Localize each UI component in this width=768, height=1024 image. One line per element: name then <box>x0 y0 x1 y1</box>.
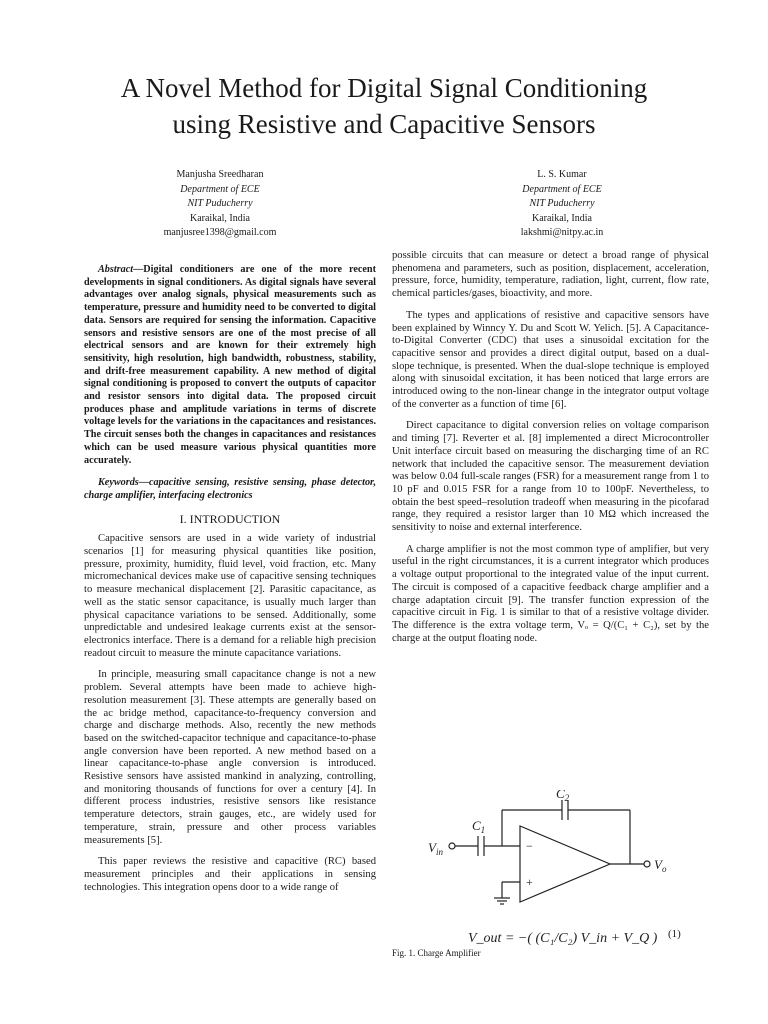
c1-label: $C_1$ <box>472 818 486 835</box>
charge-amplifier-figure <box>392 790 712 965</box>
right-paragraph-3: Direct capacitance to digital conversion relies on voltage comparison and timing [7]. Reverter et al. [8] implemented a direct Microcontroller Unit interface circuit based on measuring the discharging time of an RC network that included the capacitive sensor. The measurement deviation was below 0.04 full-scale ranges (FSR) for a measurement range from 1 to 10 pF and 0.015 FSR for a range from 10 to 100pF. Nevertheless, to obtain the best speed–resolution tradeoff when measuring in the picofarad range, they required a resistor larger than 10 MΩ which increased the sensitivity to noise and external interference. <box>392 420 709 534</box>
author-name: Manjusha Sreedharan <box>176 169 264 180</box>
author-location: Karaikal, India <box>190 212 250 224</box>
opamp-symbol <box>520 826 610 902</box>
output-terminal <box>644 861 650 867</box>
author-department: Department of ECE <box>522 183 602 195</box>
paper-title <box>40 70 728 142</box>
vo-label: $V_o$ <box>654 857 667 874</box>
output-equation: V_out = −( (C₁/C₂) V_in + V_Q ) <box>468 931 658 946</box>
minus-sign: − <box>526 839 533 853</box>
author-block-2 <box>462 168 662 241</box>
author-email: manjusree1398@gmail.com <box>163 227 277 238</box>
author-block-1 <box>120 168 320 241</box>
right-column <box>392 250 709 654</box>
author-institution: NIT Puducherry <box>529 198 595 209</box>
section-heading-introduction: I. INTRODUCTION <box>179 511 281 526</box>
author-email: lakshmi@nitpy.ac.in <box>520 227 604 238</box>
vin-label: $V_{in}$ <box>428 840 443 857</box>
abstract-lead: Abstract <box>98 264 134 275</box>
author-name: L. S. Kumar <box>537 169 587 180</box>
intro-paragraph-2: In principle, measuring small capacitance change is not a new problem. Several attempts have been made to achieve high-resolution measurement [3]. These attempts are generally based on the ac bridge method, capacitance-to-frequency conversion and charge and discharge methods. Also, recently the new methods based on the switched-capacitor technique and capacitance-to-phase angle conversion have been reported. A new method based on a linear capacitance-to-phase angle conversion is introduced. Resistive sensors have assisted mankind in analyzing, controlling, and monitoring thousands of functions for over a century [4]. In different process industries, resistive sensors like resistance temperature detectors, strain gauges, etc., are widely used for temperature, strain, pressure and other process variables measurements [5]. <box>84 669 376 846</box>
input-terminal <box>449 843 455 849</box>
author-institution: NIT Puducherry <box>187 198 253 209</box>
title-line-1: A Novel Method for Digital Signal Conditioning <box>120 73 648 103</box>
equation-number: (1) <box>668 928 681 940</box>
figure-caption: Fig. 1. Charge Amplifier <box>392 948 481 958</box>
abstract <box>84 264 376 467</box>
right-paragraph-4: A charge amplifier is not the most common type of amplifier, but very useful in the right circumstances, it is a current integrator which produces a voltage output proportional to the integrated value of the input current. The circuit is composed of a capacitive feedback charge amplifier and a charge adaptation circuit [9]. The transfer function expression of the capacitive circuit in Fig. 1 is similar to that of a resistive voltage divider. The difference is the extra voltage term, Vₒ = Q/(C₁ + C₂), set by the charge at the output floating node. <box>392 543 709 644</box>
abstract-text: —Digital conditioners are one of the more recent developments in signal conditioners. As digital signals have several advantages over analog signals, physical measurements such as temperature, pressure and humidity need to be converted to digital data. Sensors are required for sensing the information. Capacitive sensors and resistive sensors are one of the most precise of all electrical sensors and are known for their extremely high sensitivity, high resolution, high bandwidth, robustness, stability, and drift-free measurement capability. A new method of digital signal conditioning is proposed to convert the outputs of capacitor and resistor sensors into digital data. The proposed circuit produces phase and amplitude variations in terms of discrete voltage levels for the variations in the capacitances and resistances. The circuit senses both the changes in capacitances and resistances which can be used measure various physical quantities more accurately. <box>84 264 376 466</box>
c2-label: $C_2$ <box>556 790 570 803</box>
keywords: Keywords—capacitive sensing, resistive sensing, phase detector, charge amplifier, interfacing electronics <box>84 477 376 501</box>
author-department: Department of ECE <box>180 183 260 195</box>
right-paragraph-1: possible circuits that can measure or detect a broad range of physical phenomena and parameters, such as position, displacement, acceleration, pressure, force, humidity, temperature, radiation, light, current, flow rate, chemical particles/gases, bioactivity, and more. <box>392 250 709 300</box>
intro-paragraph-1: Capacitive sensors are used in a wide variety of industrial scenarios [1] for measuring physical quantities like position, pressure, proximity, humidity, fluid level, void fraction, etc. Many micromechanical devices make use of capacitive sensing techniques to measure mechanical displacement [2]. Parasitic capacitance, as well as the static sensor capacitance, is usually much larger than physical capacitance variations to be sensed. Additionally, some unpredictable and undesired leakage currents exist at the sensor-electronics interface. There is a demand for a reliable high precision readout circuit to measure the minute capacitance variations. <box>84 533 376 659</box>
plus-sign: + <box>526 875 533 889</box>
title-line-2: using Resistive and Capacitive Sensors <box>172 109 596 139</box>
left-column <box>84 264 376 903</box>
author-location: Karaikal, India <box>532 212 592 224</box>
intro-paragraph-3: This paper reviews the resistive and capacitive (RC) based measurement principles and their applications in sensing technologies. This integration opens door to a wide range of <box>84 856 376 893</box>
right-paragraph-2: The types and applications of resistive and capacitive sensors have been explained by Winncy Y. Du and Scott W. Yelich. [5]. A Capacitance-to-Digital Converter (CDC) that uses a sinusoidal excitation for the capacitive sensor and provides a direct digital output, based on a dual-slope technique, is presented. When the dual-slope technique is employed along with sinusoidal excitation, it has been noticed that large errors are introduced owing to the non-linear change in the integrator output voltage of the converter as a function of time [6]. <box>392 309 709 410</box>
